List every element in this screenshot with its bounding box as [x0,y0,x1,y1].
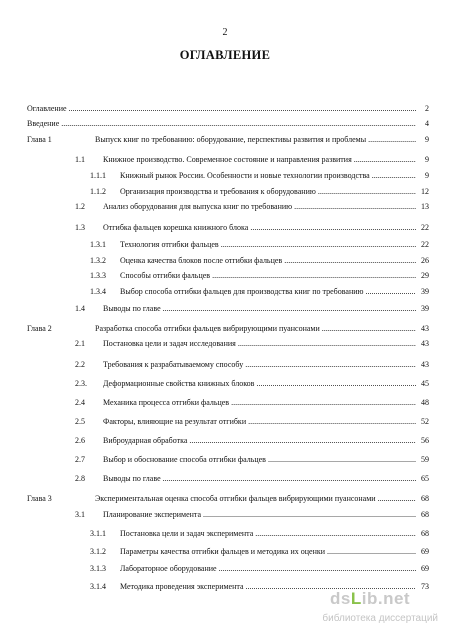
toc-entry [0,472,450,485]
toc-entry-title: Организация производства и требования к оборудованию ..... [120,185,416,198]
toc-entry [0,337,450,350]
toc-entry-title: Выводы по главе ..... [103,472,416,485]
toc-entry-title: Оценка качества блоков после отгибки фальцев ..... [120,254,416,267]
toc-entry [0,415,450,428]
toc-entry-number: 1.3.1 [90,240,106,249]
toc-entry [0,492,450,505]
toc-entry-page: 22 [417,238,429,251]
toc-entry-page: 43 [417,322,429,335]
toc-entry [0,102,450,115]
toc-entry-title: Планирование эксперимента ..... [103,508,416,521]
toc-entry-number: 1.4 [75,304,85,313]
toc-entry-page: 69 [417,562,429,575]
toc-entry-page: 56 [417,434,429,447]
toc-entry-page: 39 [417,302,429,315]
toc-entry-number: 3.1.4 [90,582,106,591]
toc-entry-number: 3.1.1 [90,529,106,538]
toc-entry-page: 2 [417,102,429,115]
toc-entry [0,169,450,182]
toc-entry [0,527,450,540]
toc-entry-number: 2.5 [75,417,85,426]
toc-entry-title: Технология отгибки фальцев ..... [120,238,416,251]
toc-entry-page: 68 [417,508,429,521]
toc-entry-page: 69 [417,545,429,558]
toc-entry-page: 43 [417,337,429,350]
toc-entry-number: 1.1.2 [90,187,106,196]
toc-entry-number: 1.2 [75,202,85,211]
toc-entry [0,185,450,198]
toc-entry-title: Методика проведения эксперимента ..... [120,580,416,593]
toc-entry-page: 9 [417,133,429,146]
toc-entry-page: 39 [417,285,429,298]
toc-entry-number: Глава 2 [27,324,52,333]
toc-entry-number: 1.3.4 [90,287,106,296]
toc-entry [0,269,450,282]
toc-entry-title: Деформационные свойства книжных блоков ..... [103,377,416,390]
toc-entry-page: 13 [417,200,429,213]
toc-entry-title: Выводы по главе ..... [103,302,416,315]
toc-entry [0,545,450,558]
toc-entry-number: 1.1.1 [90,171,106,180]
toc-entry-page: 43 [417,358,429,371]
toc-entry-number: 2.7 [75,455,85,464]
toc-entry-page: 9 [417,153,429,166]
toc-entry-title: Книжное производство. Современное состояние и направления развития ..... [103,153,416,166]
toc-entry-page: 48 [417,396,429,409]
toc-entry-page: 73 [417,580,429,593]
dslib-logo: dsLib.net [330,589,411,608]
toc-entry-number: 2.4 [75,398,85,407]
toc-entry [0,153,450,166]
toc-entry-title: Анализ оборудования для выпуска книг по требованию ..... [103,200,416,213]
toc-entry-page: 4 [417,117,429,130]
toc-entry-number: 1.1 [75,155,85,164]
toc-heading: ОГЛАВЛЕНИЕ [179,48,271,62]
toc-entry-title: Выбор способа отгибки фальцев для производства книг по требованию ..... [120,285,416,298]
toc-entry [0,396,450,409]
toc-entry-page: 68 [417,527,429,540]
toc-entry-number: 3.1.3 [90,564,106,573]
toc-entry-title: Способы отгибки фальцев ..... [120,269,416,282]
toc-entry-number: Глава 3 [27,494,52,503]
toc-entry [0,200,450,213]
toc-entry-number: 2.8 [75,474,85,483]
toc-entry-page: 68 [417,492,429,505]
toc-entry [0,221,450,234]
toc-entry [0,285,450,298]
toc-entry-title: Факторы, влияющие на результат отгибки ..... [103,415,416,428]
toc-entry-number: 1.3 [75,223,85,232]
toc-entry-page: 12 [417,185,429,198]
toc-entry [0,453,450,466]
toc-entry-number: 2.2 [75,360,85,369]
toc-entry-title: Постановка цели и задач исследования ..... [103,337,416,350]
toc-entry-page: 26 [417,254,429,267]
toc-entry-number: 2.6 [75,436,85,445]
toc-entry-page: 65 [417,472,429,485]
toc-entry-title: Оглавление ..... [27,102,416,115]
toc-entry-number: Глава 1 [27,135,52,144]
toc-entry-title: Введение ..... [27,117,416,130]
toc-entry-title: Выбор и обоснование способа отгибки фальцев ..... [103,453,416,466]
toc-entry [0,133,450,146]
toc-entry-title: Разработка способа отгибки фальцев вибрирующими пуансонами ..... [95,322,416,335]
toc-entry [0,117,450,130]
toc-entry-title: Экспериментальная оценка способа отгибки фальцев вибрирующими пуансонами ..... [95,492,416,505]
toc-entry-title: Лабораторное оборудование ..... [120,562,416,575]
toc-entry-title: Отгибка фальцев корешка книжного блока ..... [103,221,416,234]
toc-entry-title: Параметры качества отгибки фальцев и методика их оценки ..... [120,545,416,558]
toc-entry-page: 52 [417,415,429,428]
toc-entry-title: Механика процесса отгибки фальцев ..... [103,396,416,409]
watermark-subtitle: библиотека диссертаций [322,613,438,624]
toc-entry-number: 3.1.2 [90,547,106,556]
toc-entry-number: 1.3.3 [90,271,106,280]
toc-entry-number: 3.1 [75,510,85,519]
dslib-watermark [320,589,440,631]
toc-entry-page: 22 [417,221,429,234]
toc-entry-page: 29 [417,269,429,282]
toc-entry [0,358,450,371]
toc-entry [0,508,450,521]
toc-entry-title: Требования к разрабатываемому способу ..... [103,358,416,371]
toc-entry-page: 59 [417,453,429,466]
toc-entry [0,434,450,447]
toc-entry-number: 2.3. [75,379,87,388]
toc-entry [0,322,450,335]
toc-entry [0,254,450,267]
toc-entry [0,302,450,315]
toc-entry-title: Книжный рынок России. Особенности и новые технологии производства ..... [120,169,416,182]
toc-entry-title: Выпуск книг по требованию: оборудование, перспективы развития и проблемы ..... [95,133,416,146]
page-number: 2 [222,27,228,38]
toc-entry [0,377,450,390]
toc-entry-number: 2.1 [75,339,85,348]
toc-entry [0,238,450,251]
toc-entry-page: 45 [417,377,429,390]
toc-entry-title: Виброударная обработка ..... [103,434,416,447]
toc-entry-title: Постановка цели и задач эксперимента ..... [120,527,416,540]
toc-entry [0,562,450,575]
toc-entry-number: 1.3.2 [90,256,106,265]
toc-entry-page: 9 [417,169,429,182]
